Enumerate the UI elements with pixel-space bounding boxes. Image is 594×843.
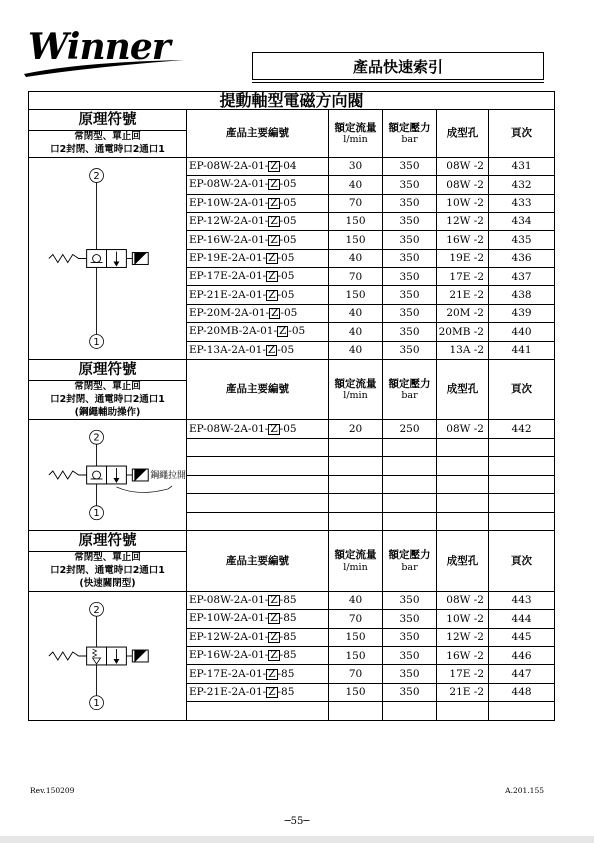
- product-code: [187, 194, 329, 212]
- product-code-variant: Z: [279, 325, 287, 338]
- valve-symbol-icon: [29, 158, 186, 359]
- cell-flow: 40: [329, 304, 383, 322]
- product-code-suffix: -05: [277, 288, 295, 301]
- cell-cavity: 08W -2: [437, 591, 489, 609]
- cell-flow: 150: [329, 231, 383, 249]
- revision-label: Rev.150209: [30, 786, 75, 795]
- empty-cell: [489, 438, 555, 457]
- empty-cell: [383, 702, 437, 720]
- product-code-suffix: -05: [277, 343, 295, 356]
- product-code: [187, 591, 329, 609]
- product-code: [187, 176, 329, 194]
- winner-logo: [22, 20, 172, 78]
- empty-cell: [383, 438, 437, 457]
- product-code: [187, 286, 329, 304]
- column-header-pressure-label: 額定壓力: [388, 377, 431, 390]
- cell-cavity: 16W -2: [437, 647, 489, 665]
- cell-cavity: 10W -2: [437, 194, 489, 212]
- product-code-suffix: -85: [277, 667, 295, 680]
- cell-pressure: 350: [383, 304, 437, 322]
- cell-cavity: 20MB -2: [437, 323, 489, 341]
- empty-cell: [437, 702, 489, 720]
- product-code: [187, 683, 329, 701]
- cell-page: 441: [489, 341, 555, 359]
- empty-cell: [383, 457, 437, 476]
- product-code-suffix: -05: [277, 251, 295, 264]
- column-header-flow-unit: l/min: [343, 390, 368, 402]
- cell-flow: 40: [329, 323, 383, 341]
- cell-cavity: 08W -2: [437, 176, 489, 194]
- document-number: A.201.155: [505, 786, 544, 795]
- cell-cavity: 17E -2: [437, 268, 489, 286]
- quick-index-title: 產品快速索引: [252, 52, 544, 80]
- product-code-variant: Z: [270, 612, 278, 625]
- cell-pressure: 350: [383, 323, 437, 341]
- cell-cavity: 19E -2: [437, 249, 489, 267]
- cell-page: 440: [489, 323, 555, 341]
- cell-page: 436: [489, 249, 555, 267]
- cell-page: 437: [489, 268, 555, 286]
- cell-page: 433: [489, 194, 555, 212]
- port-2-label: 2: [93, 433, 100, 445]
- product-code-variant: Z: [268, 251, 276, 264]
- product-code-suffix: -85: [279, 594, 297, 606]
- symbol-description-line: 口2封閉、通電時口2通口1: [50, 393, 165, 405]
- empty-cell: [489, 512, 555, 531]
- cell-flow: 40: [329, 249, 383, 267]
- valve-symbol: [29, 591, 187, 720]
- column-header-page-label: 頁次: [511, 383, 533, 396]
- cell-page: 435: [489, 231, 555, 249]
- cell-page: 431: [489, 157, 555, 175]
- column-header-cavity-label: 成型孔: [446, 383, 479, 396]
- cell-page: 446: [489, 647, 555, 665]
- empty-cell: [437, 457, 489, 476]
- product-code-suffix: -85: [279, 612, 297, 625]
- empty-cell: [187, 494, 329, 513]
- product-code-variant: Z: [268, 270, 276, 283]
- cell-page: 447: [489, 665, 555, 683]
- empty-cell: [489, 475, 555, 494]
- symbol-heading: 原理符號: [29, 110, 187, 131]
- product-code-variant: Z: [270, 594, 278, 606]
- product-code: [187, 231, 329, 249]
- symbol-description: [29, 131, 187, 158]
- cell-flow: 150: [329, 683, 383, 701]
- product-code: [187, 304, 329, 322]
- product-code-prefix: EP-21E-2A-01-: [189, 288, 267, 301]
- product-code-suffix: -05: [279, 178, 297, 191]
- cell-cavity: 21E -2: [437, 286, 489, 304]
- section-heading-row: [29, 531, 555, 552]
- product-code-variant: Z: [270, 649, 278, 662]
- symbol-heading: 原理符號: [29, 531, 187, 552]
- product-code-prefix: EP-10W-2A-01-: [189, 196, 269, 209]
- cell-pressure: 350: [383, 591, 437, 609]
- cell-pressure: 350: [383, 249, 437, 267]
- cell-flow: 40: [329, 341, 383, 359]
- port-2-label: 2: [93, 170, 100, 182]
- empty-cell: [383, 494, 437, 513]
- cell-cavity: 20M -2: [437, 304, 489, 322]
- symbol-description-line: (鋼繩輔助操作): [74, 406, 141, 418]
- cell-flow: 150: [329, 213, 383, 231]
- cell-page: 445: [489, 628, 555, 646]
- product-code-prefix: EP-10W-2A-01-: [189, 612, 269, 625]
- cell-cavity: 08W -2: [437, 420, 489, 439]
- empty-cell: [489, 494, 555, 513]
- column-header-cavity: [437, 110, 489, 158]
- cell-pressure: 350: [383, 157, 437, 175]
- product-code: [187, 249, 329, 267]
- cell-flow: 150: [329, 628, 383, 646]
- cell-flow: 150: [329, 286, 383, 304]
- column-header-flow: [329, 359, 383, 419]
- cell-flow: 70: [329, 665, 383, 683]
- product-code-variant: Z: [270, 160, 278, 173]
- product-code: [187, 420, 329, 439]
- cell-cavity: 12W -2: [437, 213, 489, 231]
- port-1-label: 1: [93, 508, 100, 520]
- symbol-description: [29, 380, 187, 419]
- product-code-prefix: EP-12W-2A-01-: [189, 630, 269, 643]
- column-header-cavity: [437, 531, 489, 591]
- page-number: ─55─: [284, 816, 310, 827]
- empty-cell: [489, 457, 555, 476]
- valve-symbol-icon: [29, 420, 186, 530]
- product-code: [187, 213, 329, 231]
- product-code-prefix: EP-12W-2A-01-: [189, 215, 269, 228]
- product-code-suffix: -85: [279, 649, 297, 662]
- cell-flow: 70: [329, 610, 383, 628]
- cell-cavity: 13A -2: [437, 341, 489, 359]
- column-header-page: [489, 110, 555, 158]
- product-code-variant: Z: [270, 215, 278, 228]
- column-header-pressure-unit: bar: [401, 390, 418, 402]
- product-code-variant: Z: [267, 343, 276, 356]
- bottom-band: [0, 836, 594, 843]
- empty-cell: [187, 512, 329, 531]
- product-code: [187, 665, 329, 683]
- product-code-suffix: -04: [279, 160, 297, 173]
- empty-cell: [329, 475, 383, 494]
- product-code-variant: Z: [270, 630, 278, 643]
- cell-cavity: 21E -2: [437, 683, 489, 701]
- column-header-cavity-label: 成型孔: [446, 554, 479, 567]
- port-1-label: 1: [93, 697, 100, 709]
- port-1-label: 1: [93, 336, 100, 348]
- column-header-cavity: [437, 359, 489, 419]
- product-code-prefix: EP-08W-2A-01-: [189, 160, 269, 173]
- table-title-row: [29, 92, 555, 110]
- column-header-flow-label: 額定流量: [334, 121, 377, 134]
- logo-swoosh-icon: [22, 58, 187, 78]
- table-row: [29, 157, 555, 175]
- cell-pressure: 350: [383, 665, 437, 683]
- cell-flow: 30: [329, 157, 383, 175]
- valve-symbol: [29, 157, 187, 359]
- empty-cell: [187, 702, 329, 720]
- empty-cell: [329, 494, 383, 513]
- cell-flow: 40: [329, 176, 383, 194]
- product-code: [187, 610, 329, 628]
- product-code-suffix: -05: [279, 196, 297, 209]
- symbol-description-line: 口2封閉、通電時口2通口1: [50, 565, 165, 577]
- column-header-pressure-label: 額定壓力: [388, 549, 431, 562]
- cell-pressure: 350: [383, 610, 437, 628]
- cell-page: 434: [489, 213, 555, 231]
- product-code-suffix: -05: [288, 325, 306, 338]
- cell-cavity: 17E -2: [437, 665, 489, 683]
- column-header-pressure: [383, 359, 437, 419]
- cell-page: 443: [489, 591, 555, 609]
- empty-cell: [329, 438, 383, 457]
- cell-pressure: 350: [383, 286, 437, 304]
- product-code-suffix: -05: [279, 233, 297, 246]
- empty-cell: [383, 475, 437, 494]
- cell-pressure: 350: [383, 176, 437, 194]
- column-header-flow: [329, 110, 383, 158]
- product-code-prefix: EP-21E-2A-01-: [189, 686, 267, 699]
- product-code-variant: Z: [268, 686, 276, 699]
- cell-flow: 70: [329, 194, 383, 212]
- empty-cell: [437, 494, 489, 513]
- table-row: [29, 591, 555, 609]
- symbol-description-line: 常閉型、單止回: [74, 131, 141, 143]
- product-code-suffix: -05: [279, 422, 297, 435]
- column-header-cavity-label: 成型孔: [446, 127, 479, 140]
- product-code-variant: Z: [270, 422, 278, 435]
- column-header-pressure-label: 額定壓力: [388, 121, 431, 134]
- product-code-prefix: EP-13A-2A-01-: [189, 343, 266, 356]
- product-code-prefix: EP-17E-2A-01-: [189, 270, 267, 283]
- product-index-table: [28, 91, 555, 721]
- column-header-pressure-unit: bar: [401, 134, 418, 146]
- cell-flow: 20: [329, 420, 383, 439]
- empty-cell: [329, 702, 383, 720]
- column-header-flow: [329, 531, 383, 591]
- quick-index-underline: [252, 82, 544, 83]
- symbol-heading: 原理符號: [29, 359, 187, 380]
- table-title: 提動軸型電磁方向閥: [29, 92, 555, 110]
- cell-page: 444: [489, 610, 555, 628]
- empty-cell: [187, 475, 329, 494]
- cell-cavity: 12W -2: [437, 628, 489, 646]
- symbol-description-line: 口2封閉、通電時口2通口1: [50, 144, 165, 156]
- cable-pull-label: 鋼繩拉開: [150, 471, 186, 482]
- cell-page: 438: [489, 286, 555, 304]
- product-code: [187, 268, 329, 286]
- empty-cell: [329, 457, 383, 476]
- product-code-variant: Z: [270, 233, 278, 246]
- symbol-description-line: 常閉型、單止回: [74, 552, 141, 564]
- cell-pressure: 350: [383, 213, 437, 231]
- product-code-prefix: EP-08W-2A-01-: [189, 594, 269, 606]
- product-code-variant: Z: [270, 196, 278, 209]
- product-code-variant: Z: [271, 306, 279, 319]
- product-code-prefix: EP-20MB-2A-01-: [189, 325, 277, 338]
- cell-flow: 70: [329, 268, 383, 286]
- empty-cell: [437, 475, 489, 494]
- empty-cell: [187, 438, 329, 457]
- empty-cell: [187, 457, 329, 476]
- symbol-description-line: (快速關閉型): [79, 577, 136, 589]
- cell-page: 442: [489, 420, 555, 439]
- column-header-page: [489, 359, 555, 419]
- column-header-code-label: 產品主要編號: [226, 383, 289, 396]
- product-code-prefix: EP-17E-2A-01-: [189, 667, 267, 680]
- port-2-label: 2: [93, 604, 100, 616]
- column-header-code: [187, 110, 329, 158]
- column-header-page-label: 頁次: [511, 554, 533, 567]
- cell-pressure: 350: [383, 683, 437, 701]
- cell-cavity: 16W -2: [437, 231, 489, 249]
- symbol-description: [29, 552, 187, 591]
- cell-pressure: 350: [383, 194, 437, 212]
- cell-cavity: 08W -2: [437, 157, 489, 175]
- section-heading-row: [29, 359, 555, 380]
- product-code: [187, 628, 329, 646]
- column-header-flow-label: 額定流量: [334, 377, 377, 390]
- cell-pressure: 350: [383, 341, 437, 359]
- cell-page: 432: [489, 176, 555, 194]
- cell-pressure: 350: [383, 628, 437, 646]
- column-header-page: [489, 531, 555, 591]
- column-header-flow-label: 額定流量: [334, 549, 377, 562]
- product-code-suffix: -05: [279, 215, 297, 228]
- column-header-pressure-unit: bar: [401, 561, 418, 573]
- empty-cell: [329, 512, 383, 531]
- cell-cavity: 10W -2: [437, 610, 489, 628]
- product-code: [187, 647, 329, 665]
- empty-cell: [437, 512, 489, 531]
- product-code-prefix: EP-19E-2A-01-: [189, 251, 267, 264]
- column-header-pressure: [383, 110, 437, 158]
- product-code-suffix: -05: [277, 270, 295, 283]
- product-code-prefix: EP-16W-2A-01-: [189, 233, 269, 246]
- column-header-flow-unit: l/min: [343, 134, 368, 146]
- product-code: [187, 157, 329, 175]
- cell-pressure: 350: [383, 268, 437, 286]
- cell-page: 439: [489, 304, 555, 322]
- empty-cell: [437, 438, 489, 457]
- product-code: [187, 341, 329, 359]
- cell-flow: 40: [329, 591, 383, 609]
- cell-pressure: 250: [383, 420, 437, 439]
- cell-flow: 150: [329, 647, 383, 665]
- cell-pressure: 350: [383, 231, 437, 249]
- column-header-code: [187, 359, 329, 419]
- symbol-description-line: 常閉型、單止回: [74, 380, 141, 392]
- column-header-code: [187, 531, 329, 591]
- product-code-suffix: -05: [280, 306, 298, 319]
- product-code-variant: Z: [268, 667, 276, 680]
- valve-symbol-icon: [29, 592, 186, 720]
- cell-page: 448: [489, 683, 555, 701]
- column-header-page-label: 頁次: [511, 127, 533, 140]
- product-code-variant: Z: [270, 178, 278, 191]
- empty-cell: [383, 512, 437, 531]
- column-header-pressure: [383, 531, 437, 591]
- column-header-code-label: 產品主要編號: [226, 127, 289, 140]
- empty-cell: [489, 702, 555, 720]
- table-row: [29, 420, 555, 439]
- product-code-suffix: -85: [277, 686, 295, 699]
- column-header-flow-unit: l/min: [343, 561, 368, 573]
- product-code-prefix: EP-16W-2A-01-: [189, 649, 269, 662]
- product-code-suffix: -85: [279, 630, 297, 643]
- product-code-prefix: EP-08W-2A-01-: [189, 422, 269, 435]
- product-code-prefix: EP-08W-2A-01-: [189, 178, 269, 191]
- section-heading-row: [29, 110, 555, 131]
- column-header-code-label: 產品主要編號: [226, 554, 289, 567]
- cell-pressure: 350: [383, 647, 437, 665]
- product-code-prefix: EP-20M-2A-01-: [189, 306, 270, 319]
- product-code-variant: Z: [268, 288, 276, 301]
- product-code: [187, 323, 329, 341]
- valve-symbol: [29, 420, 187, 531]
- logo-wordmark: Winner: [28, 26, 170, 68]
